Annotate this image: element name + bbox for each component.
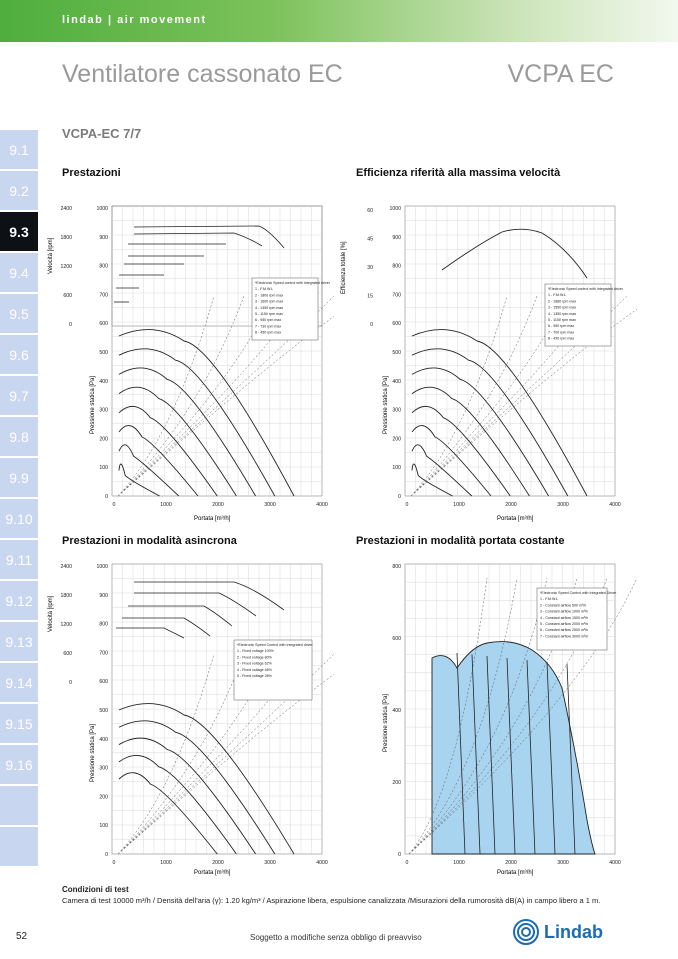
c3-legend-item: 1 - Fixed voltage 100% [237, 649, 274, 654]
c3-xtick: 1000 [160, 860, 172, 866]
c2-legend-item: 8 - 430 rpm max [548, 336, 575, 341]
c1-top-tick: 2400 [60, 206, 72, 212]
c3-top-tick: 2400 [60, 564, 72, 570]
c1-xlabel: Portata [m³/h] [194, 516, 231, 522]
c4-legend-item: 4 - Constant airflow 1500 m³/h [540, 615, 589, 620]
system-curve [118, 654, 214, 854]
page-title: Ventilatore cassonato EC [62, 60, 343, 88]
sidebar-tab-9.11[interactable]: 9.11 [0, 540, 38, 579]
c1-ylabel: Pressione statica [Pa] [90, 375, 96, 434]
c2-legend-item: 3 - 1550 rpm max [548, 305, 577, 310]
c1-top-tick: 0 [69, 322, 72, 328]
section-title-asincrona: Prestazioni in modalità asincrona [62, 535, 237, 547]
sidebar-tab-9.6[interactable]: 9.6 [0, 335, 38, 374]
sidebar-tab-9.9[interactable]: 9.9 [0, 458, 38, 497]
conditions-title: Condizioni di test [62, 885, 129, 894]
pressure-curve [412, 464, 453, 496]
c2-tick: 500 [392, 350, 401, 356]
c1-legend-item: 8 - 450 rpm max [255, 330, 282, 335]
c4-tick: 800 [392, 564, 401, 570]
c2-tick: 100 [392, 465, 401, 472]
c3-xtick: 2000 [212, 860, 224, 866]
c1-legend-item: 7 - 730 rpm max [255, 324, 282, 329]
sidebar-tab-9.10[interactable]: 9.10 [0, 499, 38, 538]
c2-tick: 1000 [389, 206, 401, 212]
c4-xtick: 1000 [453, 860, 465, 866]
c3-tick: 1000 [96, 564, 108, 570]
c1-xtick: 4000 [316, 502, 328, 508]
c2-legend-item: 4 - 1350 rpm max [548, 311, 577, 316]
c1-tick: 900 [99, 234, 108, 241]
sidebar-tab-blank-17 [0, 827, 38, 866]
c2-tick: 300 [392, 407, 401, 414]
c1-tick: 500 [99, 350, 108, 356]
c3-tick: 400 [99, 736, 108, 743]
c3-legend-item: 3 - Fixed voltage 62% [237, 661, 272, 666]
logo-text: Lindab [544, 921, 603, 942]
pressure-curve [119, 721, 275, 854]
c3-tick: 100 [99, 823, 108, 830]
c4-legend-item: 2 - Constant airflow 500 m³/h [540, 603, 587, 608]
sidebar-tab-9.8[interactable]: 9.8 [0, 417, 38, 456]
sidebar-tab-9.16[interactable]: 9.16 [0, 745, 38, 784]
c4-legend-item: 3 - Constant airflow 1000 m³/h [540, 609, 589, 614]
section-title-prestazioni: Prestazioni [62, 167, 121, 179]
c1-tick: 800 [99, 263, 108, 270]
c1-tick: 700 [99, 292, 108, 299]
c3-legend-item: 4 - Fixed voltage 46% [237, 667, 272, 672]
header-bar [0, 0, 678, 42]
c3-legend-item: 5 - Fixed voltage 28% [237, 674, 272, 678]
sidebar-tab-9.3[interactable]: 9.3 [0, 212, 38, 251]
c1-top-ylabel: Velocità [rpm] [48, 237, 54, 274]
c3-tick: 800 [99, 621, 108, 628]
c4-tick: 0 [398, 852, 401, 858]
sidebar-tabs [0, 130, 38, 868]
c4-ylabel: Pressione statica [Pa] [383, 693, 389, 752]
c3-xlabel: Portata [m³/h] [194, 870, 231, 876]
system-curve [411, 296, 507, 496]
c1-top-tick: 1800 [60, 235, 72, 241]
c1-xtick: 0 [112, 502, 116, 508]
lindab-logo-icon [512, 918, 540, 946]
c3-tick: 300 [99, 765, 108, 772]
c2-ylabel: Pressione statica [Pa] [383, 375, 389, 434]
c3-tick: 600 [99, 679, 108, 686]
c1-tick: 400 [99, 378, 108, 385]
c2-top-ylabel: Efficienza totale [%] [341, 241, 347, 294]
pressure-curve [119, 464, 160, 496]
c3-xtick: 4000 [316, 860, 328, 866]
sidebar-tab-9.2[interactable]: 9.2 [0, 171, 38, 210]
c1-top-tick: 600 [63, 293, 72, 299]
sidebar-tab-9.12[interactable]: 9.12 [0, 581, 38, 620]
c1-tick: 1000 [96, 206, 108, 212]
section-title-portata-costante: Prestazioni in modalità portata costante [356, 535, 565, 547]
c3-top-tick: 600 [63, 651, 72, 657]
sidebar-tab-9.5[interactable]: 9.5 [0, 294, 38, 333]
c1-tick: 200 [99, 436, 108, 443]
c2-tick: 700 [392, 292, 401, 299]
c3-tick: 200 [99, 794, 108, 801]
c3-top-tick: 0 [69, 680, 72, 686]
c1-legend-item: 6 - 950 rpm max [255, 318, 282, 323]
c1-xtick: 3000 [264, 502, 276, 508]
sidebar-tab-9.15[interactable]: 9.15 [0, 704, 38, 743]
c4-xtick: 0 [405, 860, 409, 866]
c3-tick: 700 [99, 650, 108, 657]
c2-top-tick: 60 [367, 208, 373, 214]
c1-xtick: 1000 [160, 502, 172, 508]
c4-tick: 200 [392, 780, 401, 786]
c2-top-tick: 0 [370, 322, 373, 328]
sidebar-tab-9.7[interactable]: 9.7 [0, 376, 38, 415]
c1-tick: 300 [99, 407, 108, 414]
c1-tick: 100 [99, 465, 108, 472]
c3-top-ylabel: Velocità [rpm] [48, 595, 54, 632]
c3-top-tick: 1200 [60, 622, 72, 628]
c2-xtick: 1000 [453, 502, 465, 508]
footer-note: Soggetto a modifiche senza obbligo di preavviso [250, 933, 422, 942]
sidebar-tab-blank-16 [0, 786, 38, 825]
c3-tick: 500 [99, 708, 108, 714]
c2-tick: 200 [392, 436, 401, 443]
brand-label: lindab | air movement [62, 14, 207, 26]
product-code: VCPA EC [507, 60, 614, 88]
c2-tick: 600 [392, 321, 401, 328]
c2-xtick: 3000 [557, 502, 569, 508]
c1-legend-item: 1 - F.M.W.L [255, 287, 274, 292]
c2-legend-item: 1 - F.M.W.L [548, 293, 567, 298]
c3-xtick: 0 [112, 860, 116, 866]
c1-tick: 0 [105, 494, 108, 500]
c4-xtick: 4000 [609, 860, 621, 866]
c2-tick: 400 [392, 378, 401, 385]
c2-tick: 0 [398, 494, 401, 500]
c4-xlabel: Portata [m³/h] [497, 870, 534, 876]
pressure-curve [119, 773, 217, 854]
c2-top-tick: 30 [367, 265, 373, 271]
lindab-logo [512, 918, 603, 946]
c2-top-tick: 45 [367, 236, 373, 243]
c1-xtick: 2000 [212, 502, 224, 508]
c2-tick: 800 [392, 263, 401, 270]
system-curve [411, 296, 537, 496]
chart-asincrona [44, 558, 334, 883]
c2-top-tick: 15 [367, 293, 373, 300]
c1-legend-item: 5 - 1150 rpm max [255, 312, 283, 316]
c1-legend-item: 4 - 1350 rpm max [255, 305, 284, 310]
c2-xtick: 0 [405, 502, 409, 508]
c2-xtick: 2000 [505, 502, 517, 508]
c2-tick: 900 [392, 234, 401, 241]
c2-xtick: 4000 [609, 502, 621, 508]
system-curve [118, 654, 244, 854]
c3-top-tick: 1800 [60, 593, 72, 599]
sidebar-tab-9.1[interactable]: 9.1 [0, 130, 38, 169]
model-label: VCPA-EC 7/7 [62, 126, 142, 141]
c1-top-tick: 1200 [60, 264, 72, 270]
conditions-text: Camera di test 10000 m³/h / Densità dell'aria (γ): 1.20 kg/m³ / Aspirazione libera, espulsione canalizzata /Misurazioni della rumorosità dB(A) in campo libero a 1 m. [62, 896, 601, 905]
c1-legend-item: *Electronic Speed control with Integrated driver [255, 281, 330, 285]
c2-xlabel: Portata [m³/h] [497, 516, 534, 522]
c4-legend-item: 5 - Constant airflow 2000 m³/h [540, 622, 589, 626]
chart-prestazioni [44, 200, 334, 530]
chart-portata-costante [337, 558, 637, 883]
c3-tick: 900 [99, 592, 108, 599]
c1-legend-item: 3 - 1600 rpm max [255, 299, 284, 304]
c3-legend-item: *Electronic Speed Control with Integrated driver [237, 643, 313, 647]
c4-xtick: 3000 [557, 860, 569, 866]
c3-xtick: 3000 [264, 860, 276, 866]
c2-legend-item: 7 - 700 rpm max [548, 330, 575, 335]
pressure-curve [412, 426, 491, 496]
c3-legend-item: 2 - Fixed voltage 80% [237, 655, 272, 660]
sidebar-tab-9.13[interactable]: 9.13 [0, 622, 38, 661]
c4-legend-item: 6 - Constant airflow 2500 m³/h [540, 628, 589, 633]
c2-legend-item: 5 - 1150 rpm max [548, 318, 576, 322]
section-title-efficienza: Efficienza riferità alla massima velocità [356, 167, 561, 179]
c4-legend-item: 7 - Constant airflow 3000 m³/h [540, 634, 589, 639]
c2-legend-item: 2 - 1880 rpm max [548, 299, 577, 304]
c4-legend-item: *Electronic Speed Control with Integrated Driver [540, 591, 617, 595]
c4-tick: 400 [392, 708, 401, 714]
page-number: 52 [16, 931, 28, 942]
sidebar-tab-9.14[interactable]: 9.14 [0, 663, 38, 702]
c2-legend-item: 6 - 950 rpm max [548, 324, 575, 329]
chart-efficienza [337, 200, 637, 530]
c4-tick: 600 [392, 636, 401, 642]
c2-legend-item: *Electronic Speed control with Integrated driver [548, 287, 623, 291]
c3-ylabel: Pressione statica [Pa] [90, 723, 96, 782]
c1-tick: 600 [99, 321, 108, 328]
c4-xtick: 2000 [505, 860, 517, 866]
c4-legend-item: 1 - F.M.W.L [540, 597, 559, 602]
sidebar-tab-9.4[interactable]: 9.4 [0, 253, 38, 292]
pressure-curve [119, 755, 236, 854]
c3-tick: 0 [105, 852, 108, 858]
c1-legend-item: 2 - 1800 rpm max [255, 293, 284, 298]
pressure-curve [119, 426, 198, 496]
